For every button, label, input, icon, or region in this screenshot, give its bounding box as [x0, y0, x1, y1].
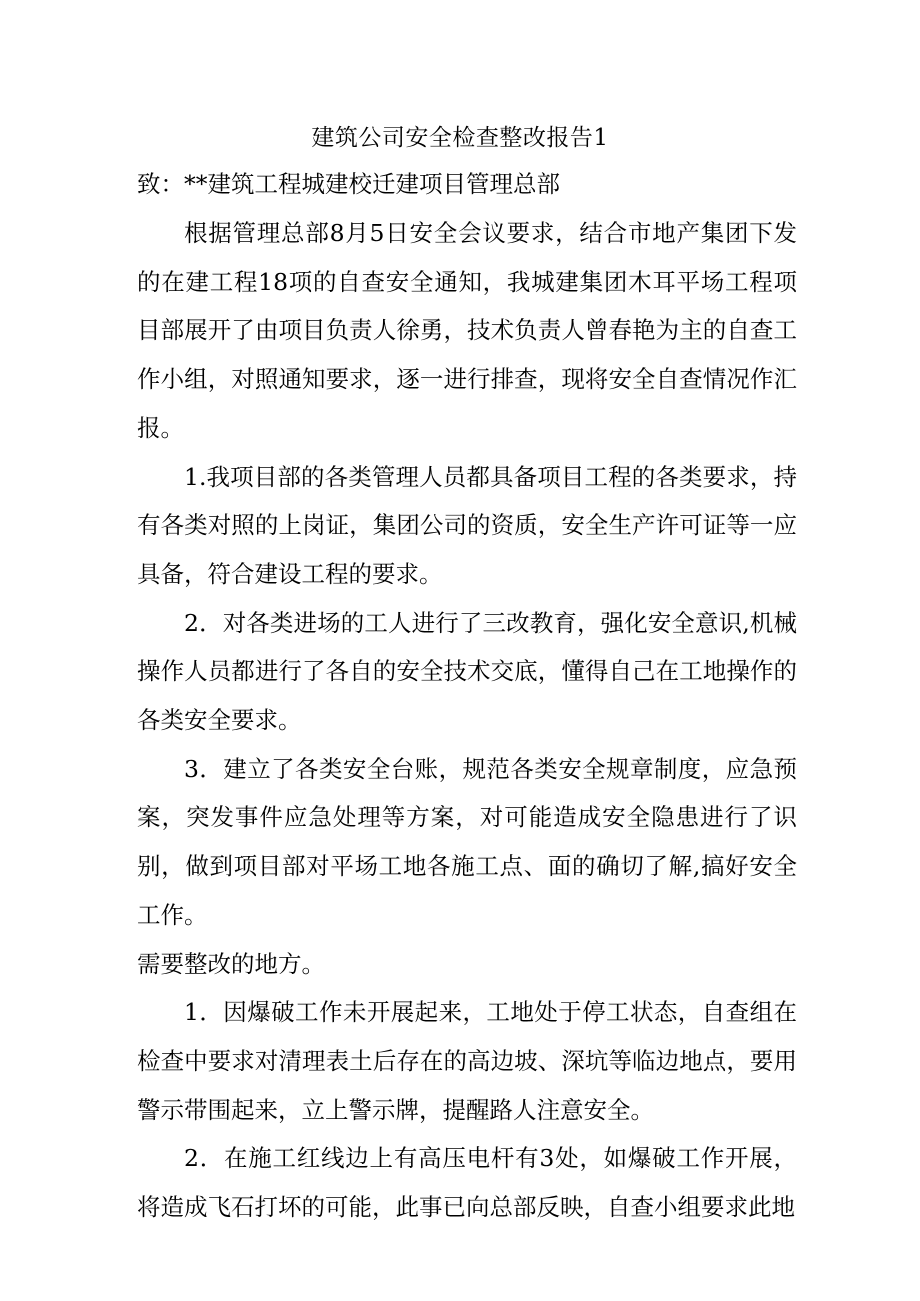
intro-paragraph: 根据管理总部8月5日安全会议要求，结合市地产集团下发的在建工程18项的自查安全通知，我城建集团木耳平场工程项目部展开了由项目负责人徐勇，技术负责人曾春艳为主的自查工作小组，对照通知要求，逐一进行排查，现将安全自查情况作汇报。	[137, 219, 797, 442]
addressee-line: 致：**建筑工程城建校迁建项目管理总部	[137, 170, 560, 198]
inspection-item-2: 2．对各类进场的工人进行了三改教育，强化安全意识,机械操作人员都进行了各自的安全技术交底，懂得自己在工地操作的各类安全要求。	[137, 608, 797, 735]
rectification-item-1: 1．因爆破工作未开展起来，工地处于停工状态，自查组在检查中要求对清理表土后存在的高边坡、深坑等临边地点，要用警示带围起来，立上警示牌，提醒路人注意安全。	[137, 998, 797, 1124]
document-body	[137, 209, 797, 1232]
inspection-item-1: 1.我项目部的各类管理人员都具备项目工程的各类要求，持有各类对照的上岗证，集团公司的资质，安全生产许可证等一应具备，符合建设工程的要求。	[137, 462, 797, 588]
inspection-item-3: 3．建立了各类安全台账，规范各类安全规章制度，应急预案，突发事件应急处理等方案，对可能造成安全隐患进行了识别，做到项目部对平场工地各施工点、面的确切了解,搞好安全工作。	[137, 754, 797, 929]
rectification-item-2: 2．在施工红线边上有高压电杆有3处，如爆破工作开展，将造成飞石打坏的可能，此事已向总部反映，自查小组要求此地	[137, 1144, 797, 1222]
document-title: 建筑公司安全检查整改报告1	[311, 125, 609, 151]
section-heading: 需要整改的地方。	[137, 949, 325, 978]
